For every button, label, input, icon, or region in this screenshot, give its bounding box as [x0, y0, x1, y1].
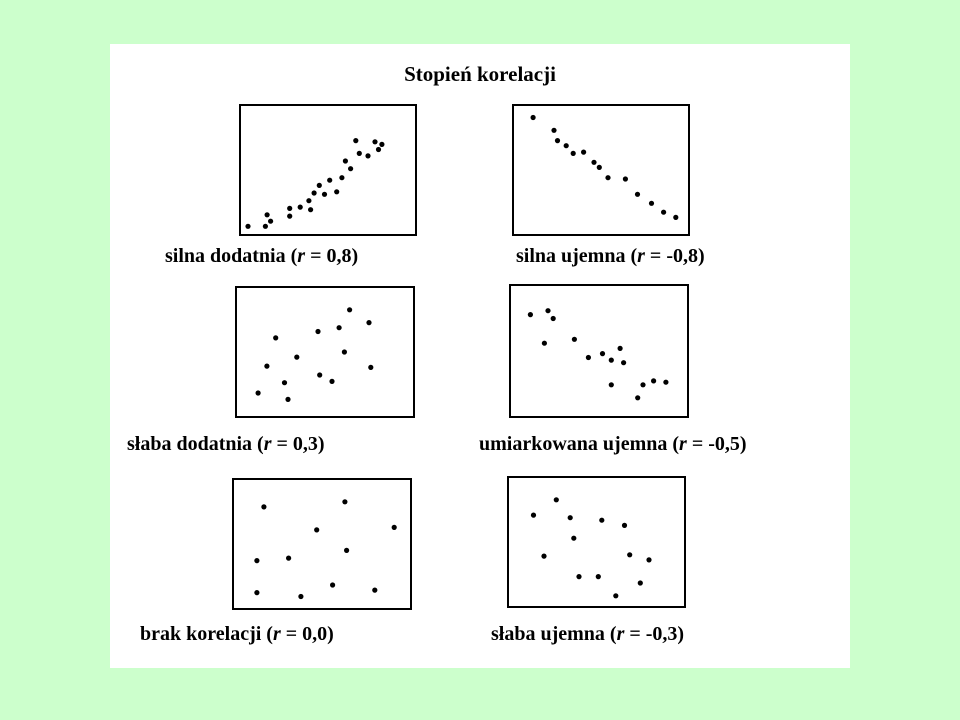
data-point	[651, 378, 656, 383]
data-point	[609, 382, 614, 387]
data-point	[551, 316, 556, 321]
data-point	[327, 178, 332, 183]
data-point	[627, 552, 632, 557]
data-point	[306, 198, 311, 203]
data-point	[663, 380, 668, 385]
data-point	[282, 380, 287, 385]
caption-moderate-negative: umiarkowana ujemna (r = -0,5)	[479, 433, 747, 455]
slide-title: Stopień korelacji	[404, 62, 556, 86]
scatter-plot-weak-negative	[507, 476, 686, 608]
data-point	[342, 349, 347, 354]
scatter-plot-strong-positive	[239, 104, 417, 236]
data-point	[261, 504, 266, 509]
data-point	[372, 139, 377, 144]
data-point	[376, 147, 381, 152]
data-point	[348, 166, 353, 171]
data-point	[599, 518, 604, 523]
scatter-plot-weak-positive	[235, 286, 415, 418]
data-point	[591, 160, 596, 165]
data-point	[600, 351, 605, 356]
data-point	[622, 523, 627, 528]
data-point	[330, 582, 335, 587]
caption-strong-negative: silna ujemna (r = -0,8)	[516, 245, 705, 267]
data-point	[661, 210, 666, 215]
data-point	[545, 308, 550, 313]
data-point	[287, 214, 292, 219]
data-point	[365, 153, 370, 158]
data-point	[286, 556, 291, 561]
data-point	[294, 355, 299, 360]
data-point	[551, 128, 556, 133]
data-point	[597, 165, 602, 170]
data-point	[623, 176, 628, 181]
data-point	[342, 499, 347, 504]
data-point	[555, 138, 560, 143]
caption-strong-positive: silna dodatnia (r = 0,8)	[165, 245, 359, 267]
data-point	[308, 207, 313, 212]
data-point	[596, 574, 601, 579]
data-point	[613, 593, 618, 598]
data-point	[347, 307, 352, 312]
data-point	[531, 513, 536, 518]
data-point	[379, 142, 384, 147]
data-point	[322, 192, 327, 197]
data-point	[392, 525, 397, 530]
data-point	[287, 206, 292, 211]
data-point	[317, 183, 322, 188]
data-point	[264, 364, 269, 369]
data-point	[315, 329, 320, 334]
scatter-plot-no-correlation	[232, 478, 412, 610]
caption-weak-negative: słaba ujemna (r = -0,3)	[491, 623, 685, 645]
data-point	[366, 320, 371, 325]
data-point	[586, 355, 591, 360]
scatter-canvas	[511, 286, 687, 416]
data-point	[312, 190, 317, 195]
scatter-canvas	[509, 478, 684, 606]
data-point	[564, 143, 569, 148]
data-point	[254, 558, 259, 563]
data-point	[334, 189, 339, 194]
data-point	[576, 574, 581, 579]
data-point	[609, 358, 614, 363]
data-point	[343, 158, 348, 163]
data-point	[339, 175, 344, 180]
data-point	[542, 341, 547, 346]
data-point	[581, 150, 586, 155]
data-point	[353, 138, 358, 143]
data-point	[640, 382, 645, 387]
data-point	[337, 325, 342, 330]
scatter-canvas	[237, 288, 413, 416]
slide	[110, 44, 850, 668]
data-point	[298, 594, 303, 599]
data-point	[528, 312, 533, 317]
data-point	[646, 557, 651, 562]
caption-no-correlation: brak korelacji (r = 0,0)	[140, 623, 334, 645]
data-point	[368, 365, 373, 370]
scatter-canvas	[234, 480, 410, 608]
scatter-canvas	[241, 106, 415, 234]
data-point	[245, 224, 250, 229]
scatter-plot-strong-negative	[512, 104, 690, 236]
data-point	[531, 115, 536, 120]
data-point	[605, 175, 610, 180]
data-point	[314, 527, 319, 532]
data-point	[254, 590, 259, 595]
data-point	[635, 192, 640, 197]
data-point	[638, 580, 643, 585]
data-point	[618, 346, 623, 351]
scatter-plot-moderate-negative	[509, 284, 689, 418]
data-point	[285, 397, 290, 402]
data-point	[372, 588, 377, 593]
data-point	[541, 554, 546, 559]
data-point	[635, 395, 640, 400]
data-point	[571, 536, 576, 541]
data-point	[673, 215, 678, 220]
data-point	[329, 379, 334, 384]
data-point	[268, 219, 273, 224]
caption-weak-positive: słaba dodatnia (r = 0,3)	[127, 433, 325, 455]
data-point	[571, 151, 576, 156]
data-point	[568, 515, 573, 520]
data-point	[273, 335, 278, 340]
data-point	[357, 151, 362, 156]
data-point	[344, 548, 349, 553]
data-point	[572, 337, 577, 342]
data-point	[621, 360, 626, 365]
data-point	[554, 497, 559, 502]
data-point	[263, 224, 268, 229]
data-point	[649, 201, 654, 206]
data-point	[298, 205, 303, 210]
data-point	[317, 372, 322, 377]
scatter-canvas	[514, 106, 688, 234]
data-point	[265, 212, 270, 217]
data-point	[256, 390, 261, 395]
